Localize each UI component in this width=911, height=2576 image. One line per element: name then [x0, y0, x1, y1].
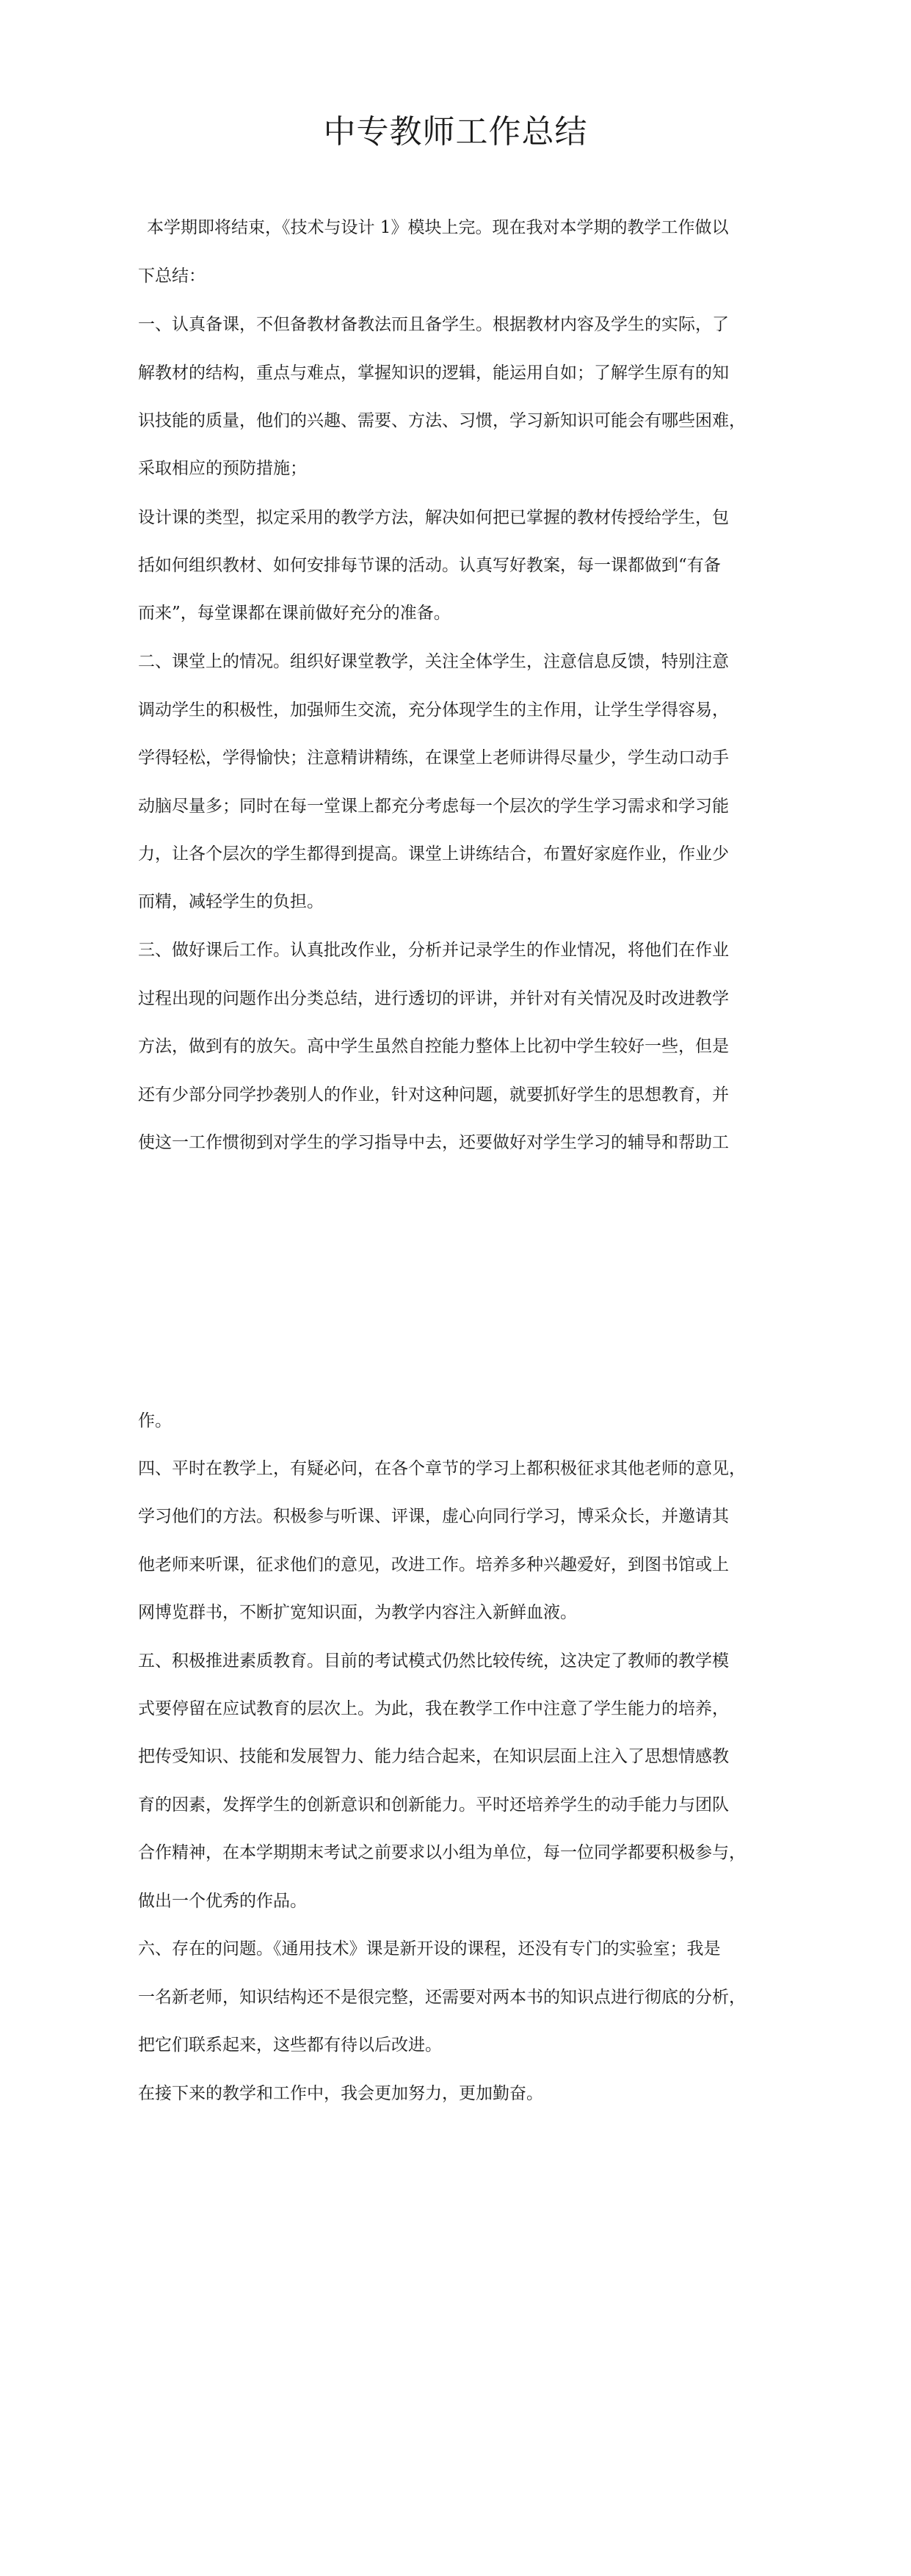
paragraph-line: 学习他们的方法。积极参与听课、评课，虚心向同行学习，博采众长，并邀请其: [138, 1507, 729, 1526]
paragraph-line: 四、平时在教学上，有疑必问，在各个章节的学习上都积极征求其他老师的意见，: [138, 1459, 746, 1478]
paragraph-line: 解教材的结构，重点与难点，掌握知识的逻辑，能运用自如；了解学生原有的知: [138, 363, 729, 383]
paragraph-line: 把传受知识、技能和发展智力、能力结合起来，在知识层面上注入了思想情感教: [138, 1747, 729, 1766]
paragraph-line: 网博览群书，不断扩宽知识面，为教学内容注入新鲜血液。: [138, 1603, 577, 1622]
paragraph-line: 调动学生的积极性，加强师生交流，充分体现学生的主作用，让学生学得容易，: [138, 701, 729, 720]
paragraph-line: 一、认真备课，不但备教材备教法而且备学生。根据教材内容及学生的实际，了: [138, 315, 729, 334]
page-title: 中专教师工作总结: [323, 113, 588, 151]
paragraph-line: 还有少部分同学抄袭别人的作业，针对这种问题，就要抓好学生的思想教育，并: [138, 1085, 729, 1104]
paragraph-line: 本学期即将结束，《技术与设计 1》模块上完。现在我对本学期的教学工作做以: [147, 218, 729, 237]
paragraph-line: 他老师来听课，征求他们的意见，改进工作。培养多种兴趣爱好，到图书馆或上: [138, 1555, 729, 1574]
paragraph-line: 学得轻松，学得愉快；注意精讲精练，在课堂上老师讲得尽量少，学生动口动手: [138, 748, 729, 767]
paragraph-line: 下总结：: [138, 267, 206, 286]
paragraph-line: 五、积极推进素质教育。目前的考试模式仍然比较传统，这决定了教师的教学模: [138, 1651, 729, 1671]
paragraph-line: 而精，减轻学生的负担。: [138, 892, 324, 911]
paragraph-line: 六、存在的问题。《通用技术》课是新开设的课程，还没有专门的实验室；我是: [138, 1939, 721, 1958]
paragraph-line: 一名新老师，知识结构还不是很完整，还需要对两本书的知识点进行彻底的分析，: [138, 1988, 746, 2007]
paragraph-line: 三、做好课后工作。认真批改作业，分析并记录学生的作业情况，将他们在作业: [138, 941, 729, 960]
paragraph-line: 括如何组织教材、如何安排每节课的活动。认真写好教案，每一课都做到“有备: [138, 556, 721, 575]
paragraph-line: 过程出现的问题作出分类总结，进行透切的评讲，并针对有关情况及时改进教学: [138, 989, 729, 1008]
paragraph-line: 方法，做到有的放矢。高中学生虽然自控能力整体上比初中学生较好一些，但是: [138, 1037, 729, 1056]
paragraph-line: 二、课堂上的情况。组织好课堂教学，关注全体学生，注意信息反馈，特别注意: [138, 652, 729, 671]
paragraph-line: 力，让各个层次的学生都得到提高。课堂上讲练结合，布置好家庭作业，作业少: [138, 844, 729, 864]
paragraph-line: 育的因素，发挥学生的创新意识和创新能力。平时还培养学生的动手能力与团队: [138, 1795, 729, 1815]
paragraph-line: 采取相应的预防措施；: [138, 459, 307, 478]
paragraph-line: 使这一工作惯彻到对学生的学习指导中去，还要做好对学生学习的辅导和帮助工: [138, 1133, 729, 1152]
paragraph-line: 动脑尽量多；同时在每一堂课上都充分考虑每一个层次的学生学习需求和学习能: [138, 797, 729, 816]
paragraph-line: 作。: [138, 1411, 172, 1430]
paragraph-line: 合作精神，在本学期期末考试之前要求以小组为单位，每一位同学都要积极参与，: [138, 1843, 746, 1862]
paragraph-line: 设计课的类型，拟定采用的教学方法，解决如何把已掌握的教材传授给学生，包: [138, 508, 729, 527]
paragraph-line: 式要停留在应试教育的层次上。为此，我在教学工作中注意了学生能力的培养，: [138, 1699, 729, 1718]
paragraph-line: 把它们联系起来，这些都有待以后改进。: [138, 2036, 442, 2055]
paragraph-line: 在接下来的教学和工作中，我会更加努力，更加勤奋。: [138, 2084, 543, 2103]
paragraph-line: 做出一个优秀的作品。: [138, 1892, 307, 1911]
paragraph-line: 而来”，每堂课都在课前做好充分的准备。: [138, 604, 451, 623]
paragraph-line: 识技能的质量，他们的兴趣、需要、方法、习惯，学习新知识可能会有哪些困难，: [138, 411, 746, 430]
